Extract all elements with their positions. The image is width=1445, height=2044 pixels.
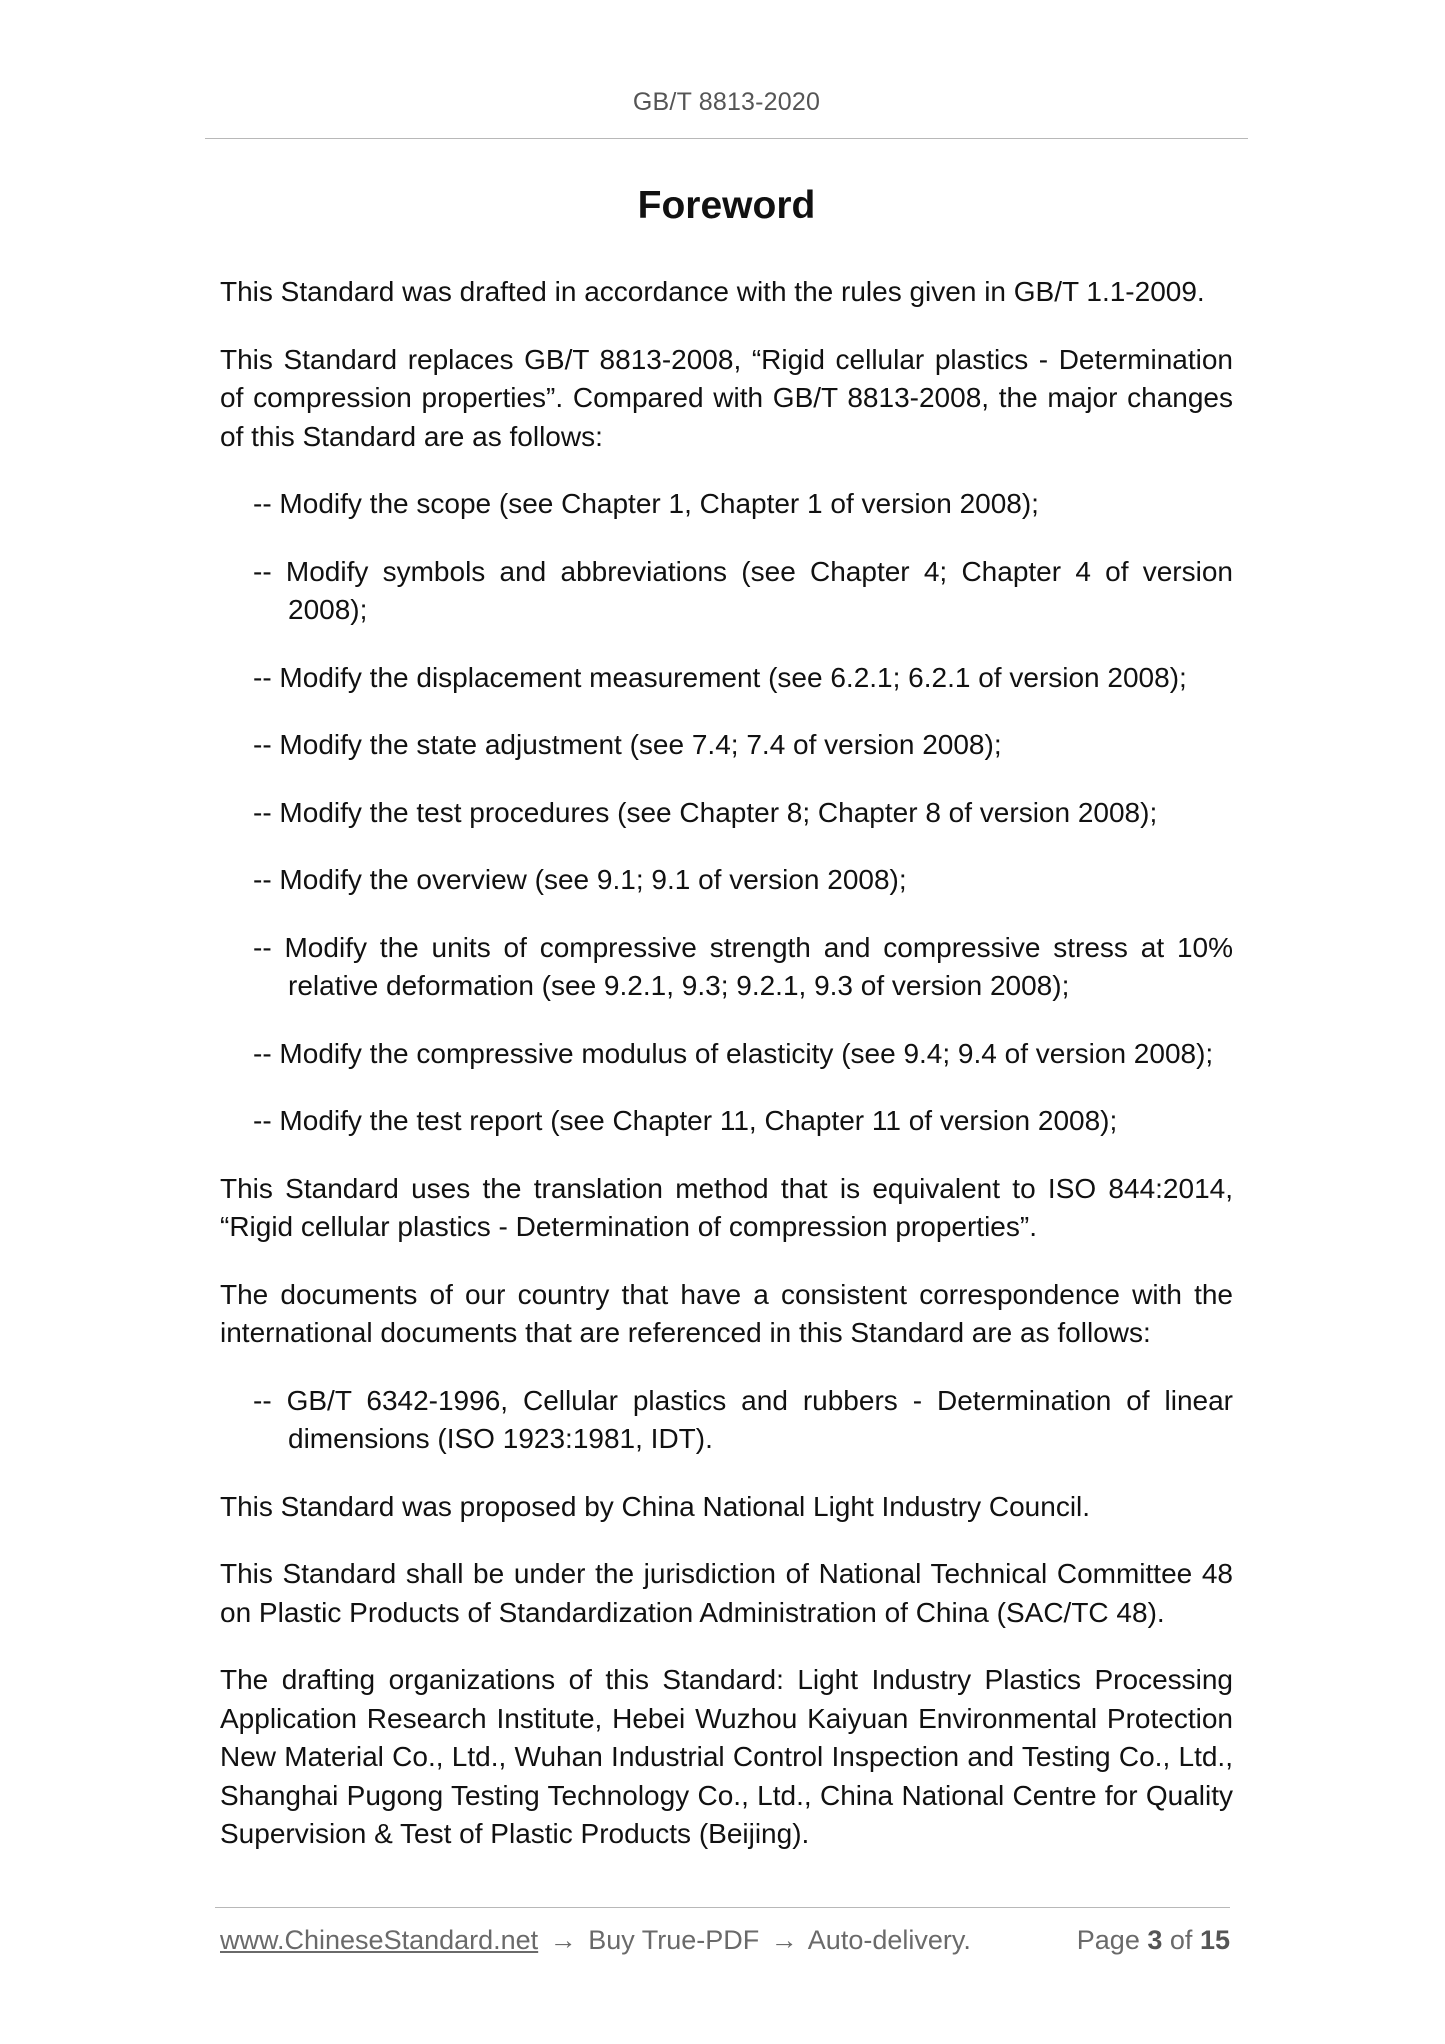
paragraph-translation-method: This Standard uses the translation method that is equivalent to ISO 844:2014, “Rigid cellular plastics - Determination of compression properties”. — [220, 1172, 1233, 1242]
header-divider — [205, 138, 1248, 139]
page-title: Foreword — [637, 184, 816, 227]
page-header-standard-code: GB/T 8813-2020 — [632, 88, 821, 116]
page-of-label: of — [1169, 1925, 1193, 1955]
list-item-change: -- Modify the compressive modulus of elasticity (see 9.4; 9.4 of version 2008); — [253, 1037, 1214, 1069]
footer-divider — [215, 1907, 1230, 1908]
list-item-change: -- Modify the state adjustment (see 7.4; 7.4 of version 2008); — [253, 729, 1002, 760]
list-item-change: -- Modify the test report (see Chapter 11, Chapter 11 of version 2008); — [253, 1105, 1118, 1136]
auto-delivery-text: Auto-delivery. — [807, 1925, 971, 1955]
arrow-right-icon: → — [770, 1925, 798, 1955]
paragraph-replaces: This Standard replaces GB/T 8813-2008, “Rigid cellular plastics - Determination of compression properties”. Compared with GB/T 8813-2008, the major changes of this Standard are as follows: — [220, 343, 1233, 452]
page-number — [1077, 1925, 1230, 1956]
page-footer — [220, 1925, 1230, 1959]
page-total: 15 — [1199, 1925, 1230, 1955]
list-item-change: -- Modify the units of compressive strength and compressive stress at 10% relative deformation (see 9.2.1, 9.3; 9.2.1, 9.3 of version 2008); — [253, 931, 1233, 1001]
list-item-change: -- Modify symbols and abbreviations (see Chapter 4; Chapter 4 of version 2008); — [253, 555, 1233, 625]
paragraph-jurisdiction: This Standard shall be under the jurisdiction of National Technical Committee 48 on Plastic Products of Standardization Administration of China (SAC/TC 48). — [220, 1558, 1233, 1628]
list-item-change: -- Modify the test procedures (see Chapter 8; Chapter 8 of version 2008); — [253, 796, 1158, 828]
references-list — [220, 1382, 1233, 1459]
changes-list — [220, 485, 1233, 1141]
document-body — [220, 273, 1233, 1883]
list-item-reference: -- GB/T 6342-1996, Cellular plastics and rubbers - Determination of linear dimensions (ISO 1923:1981, IDT). — [253, 1384, 1233, 1454]
paragraph-drafting-organizations: The drafting organizations of this Standard: Light Industry Plastics Processing Application Research Institute, Hebei Wuzhou Kaiyuan Environmental Protection New Material Co., Ltd., Wuhan Industrial Control Inspection and Testing Co., Ltd., Shanghai Pugong Testing Technology Co., Ltd., China National Centre for Quality Supervision & Test of Plastic Products (Beijing). — [220, 1664, 1233, 1849]
paragraph-drafting-rules: This Standard was drafted in accordance with the rules given in GB/T 1.1-2009. — [220, 276, 1205, 307]
list-item-change: -- Modify the scope (see Chapter 1, Chapter 1 of version 2008); — [253, 488, 1039, 519]
list-item-change: -- Modify the displacement measurement (see 6.2.1; 6.2.1 of version 2008); — [253, 661, 1187, 693]
arrow-right-icon: → — [549, 1925, 577, 1955]
list-item-change: -- Modify the overview (see 9.1; 9.1 of version 2008); — [253, 864, 907, 895]
footer-promo — [220, 1925, 971, 1956]
site-link[interactable]: www.ChineseStandard.net — [220, 1925, 539, 1955]
paragraph-proposed-by: This Standard was proposed by China National Light Industry Council. — [220, 1490, 1091, 1522]
paragraph-correspondence: The documents of our country that have a consistent correspondence with the international documents that are referenced in this Standard are as follows: — [220, 1278, 1233, 1348]
page-current: 3 — [1147, 1925, 1163, 1955]
buy-true-pdf-text: Buy True-PDF — [588, 1925, 760, 1955]
page-label: Page — [1076, 1925, 1140, 1955]
